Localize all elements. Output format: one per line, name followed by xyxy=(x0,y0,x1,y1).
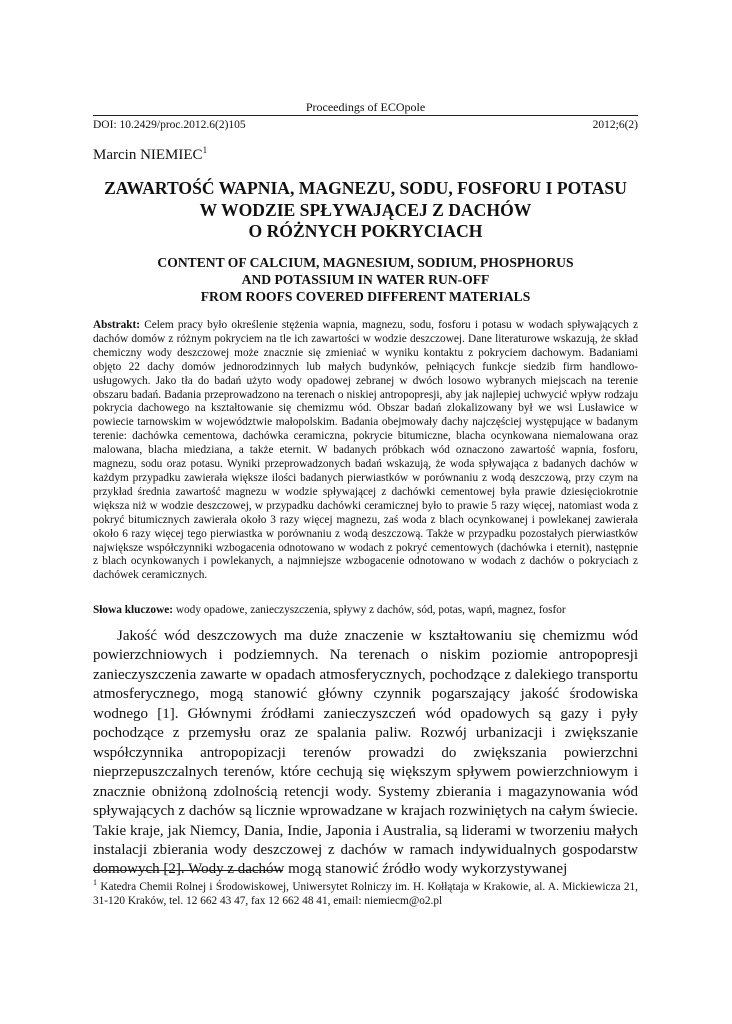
footnote xyxy=(93,876,638,909)
abstract-label: Abstrakt: xyxy=(93,319,141,331)
doi: DOI: 10.2429/proc.2012.6(2)105 xyxy=(93,119,246,131)
title-pl-line: W WODZIE SPŁYWAJĄCEJ Z DACHÓW xyxy=(199,199,532,220)
volume-issue: 2012;6(2) xyxy=(592,119,638,131)
author-name: Marcin NIEMIEC xyxy=(93,147,203,163)
keywords-text: wody opadowe, zanieczyszczenia, spływy z dachów, sód, potas, wapń, magnez, fosfor xyxy=(175,604,566,616)
body-paragraph: Jakość wód deszczowych ma duże znaczenie w kształtowaniu się chemizmu wód powierzchniowych i podziemnych. Na terenach o niskim poziomie antropopresji zanieczyszczenia zawarte w opadach atmosferycznych, pochodzące z dalekiego transportu atmosferycznego, mogą stanowić główny czynnik pogarszający jakość środowiska wodnego [1]. Głównymi źródłami zanieczyszczeń wód opadowych są gazy i pyły pochodzące z przemysłu oraz ze spalania paliw. Rozwój urbanizacji i zwiększanie współczynnika antropopizacji terenów prowadzi do zwiększania powierzchni nieprzepuszczalnych terenów, które cechują się większym spływem powierzchniowym i znacznie obniżoną zdolnością retencji wody. Systemy zbierania i magazynowania wód spływających z dachów są licznie wprowadzane w krajach rozwiniętych na całym świecie. Takie kraje, jak Niemcy, Dania, Indie, Japonia i Australia, są liderami w tworzeniu małych instalacji zbierania wody deszczowej z dachów w ramach indywidualnych gospodarstw domowych [2]. Wody z dachów mogą stanowić źródło wody wykorzystywanej xyxy=(93,628,638,878)
author xyxy=(93,145,207,164)
abstract xyxy=(93,319,638,583)
footnote-rule xyxy=(93,870,283,871)
title-english xyxy=(93,254,638,305)
header-rule xyxy=(93,115,638,116)
footnote-text: Katedra Chemii Rolnej i Środowiskowej, Uniwersytet Rolniczy im. H. Kołłątaja w Krakowie, al. A. Mickiewicza 21, 31-120 Kraków, tel. 12 662 43 47, fax 12 662 48 41, email: niemiecm@o2.pl xyxy=(93,880,638,908)
keywords-label: Słowa kluczowe: xyxy=(93,604,174,616)
journal-name: Proceedings of ECOpole xyxy=(305,100,426,114)
title-polish xyxy=(93,178,638,243)
affiliation-mark: 1 xyxy=(202,145,208,155)
abstract-text: Celem pracy było określenie stężenia wapnia, magnezu, sodu, fosforu i potasu w wodach spływających z dachów domów z różnym pokryciem na tle ich zawartości w wodzie deszczowej. Dane literaturowe wskazują, że skład chemiczny wody deszczowej może znacznie się zmieniać w wyniku kontaktu z pokryciem dachowym. Badaniami objęto 22 dachy domów jednorodzinnych lub małych budynków, pełniących funkcje siedzib firm handlowo-usługowych. Jako tła do badań użyto wody opadowej zebranej w dwóch losowo wybranych miejscach na terenie obszaru badań. Badania przeprowadzono na terenach o niskiej antropopresji, aby jak najlepiej uchwycić wpływ rodzaju pokrycia dachowego na kształtowanie się chemizmu wód. Obszar badań zlokalizowany był we wsi Lusławice w powiecie tarnowskim w województwie małopolskim. Badania obejmowały dachy najczęściej występujące w badanym terenie: dachówka cementowa, dachówka ceramiczna, pokrycie bitumiczne, blacha ocynkowana niemalowana oraz malowana, blacha miedziana, a także eternit. W badanych próbkach wód oznaczono zawartość wapnia, fosforu, magnezu, sodu oraz potasu. Wyniki przeprowadzonych badań wskazują, że woda spływająca z badanych dachów w każdym przypadku zawierała większe ilości badanych pierwiastków w porównaniu z wodą deszczową, przy czym na przykład średnia zawartość magnezu w wodzie spływającej z dachówki cementowej była prawie dziesięciokrotnie większa niż w wodzie deszczowej, w przypadku dachówki ceramicznej było to prawie 5 razy więcej, natomiast woda z pokryć bitumicznych zawierała około 3 razy więcej magnezu, zaś woda z blach ocynkowanej i powlekanej zawierała około 6 razy więcej tego pierwiastka w porównaniu z wodą deszczową. Także w przypadku pozostałych pierwiastków największe współczynniki wzbogacenia odnotowano w wodach z pokryć cementowych (dachówka i eternit), następnie z blach ocynkowanych i powlekanych, a najmniejsze wzbogacenie odnotowano w wodach z dachów o pokryciach z dachówek ceramicznych. xyxy=(93,319,638,582)
title-en-line: CONTENT OF CALCIUM, MAGNESIUM, SODIUM, PHOSPHORUS xyxy=(157,255,574,270)
title-pl-line: ZAWARTOŚĆ WAPNIA, MAGNEZU, SODU, FOSFORU I POTASU xyxy=(104,178,627,198)
title-en-line: AND POTASSIUM IN WATER RUN-OFF xyxy=(241,272,490,287)
title-pl-line: O RÓŻNYCH POKRYCIACH xyxy=(248,221,483,241)
title-en-line: FROM ROOFS COVERED DIFFERENT MATERIALS xyxy=(200,289,531,304)
keywords xyxy=(93,603,638,617)
footnote-mark: 1 xyxy=(93,878,97,887)
